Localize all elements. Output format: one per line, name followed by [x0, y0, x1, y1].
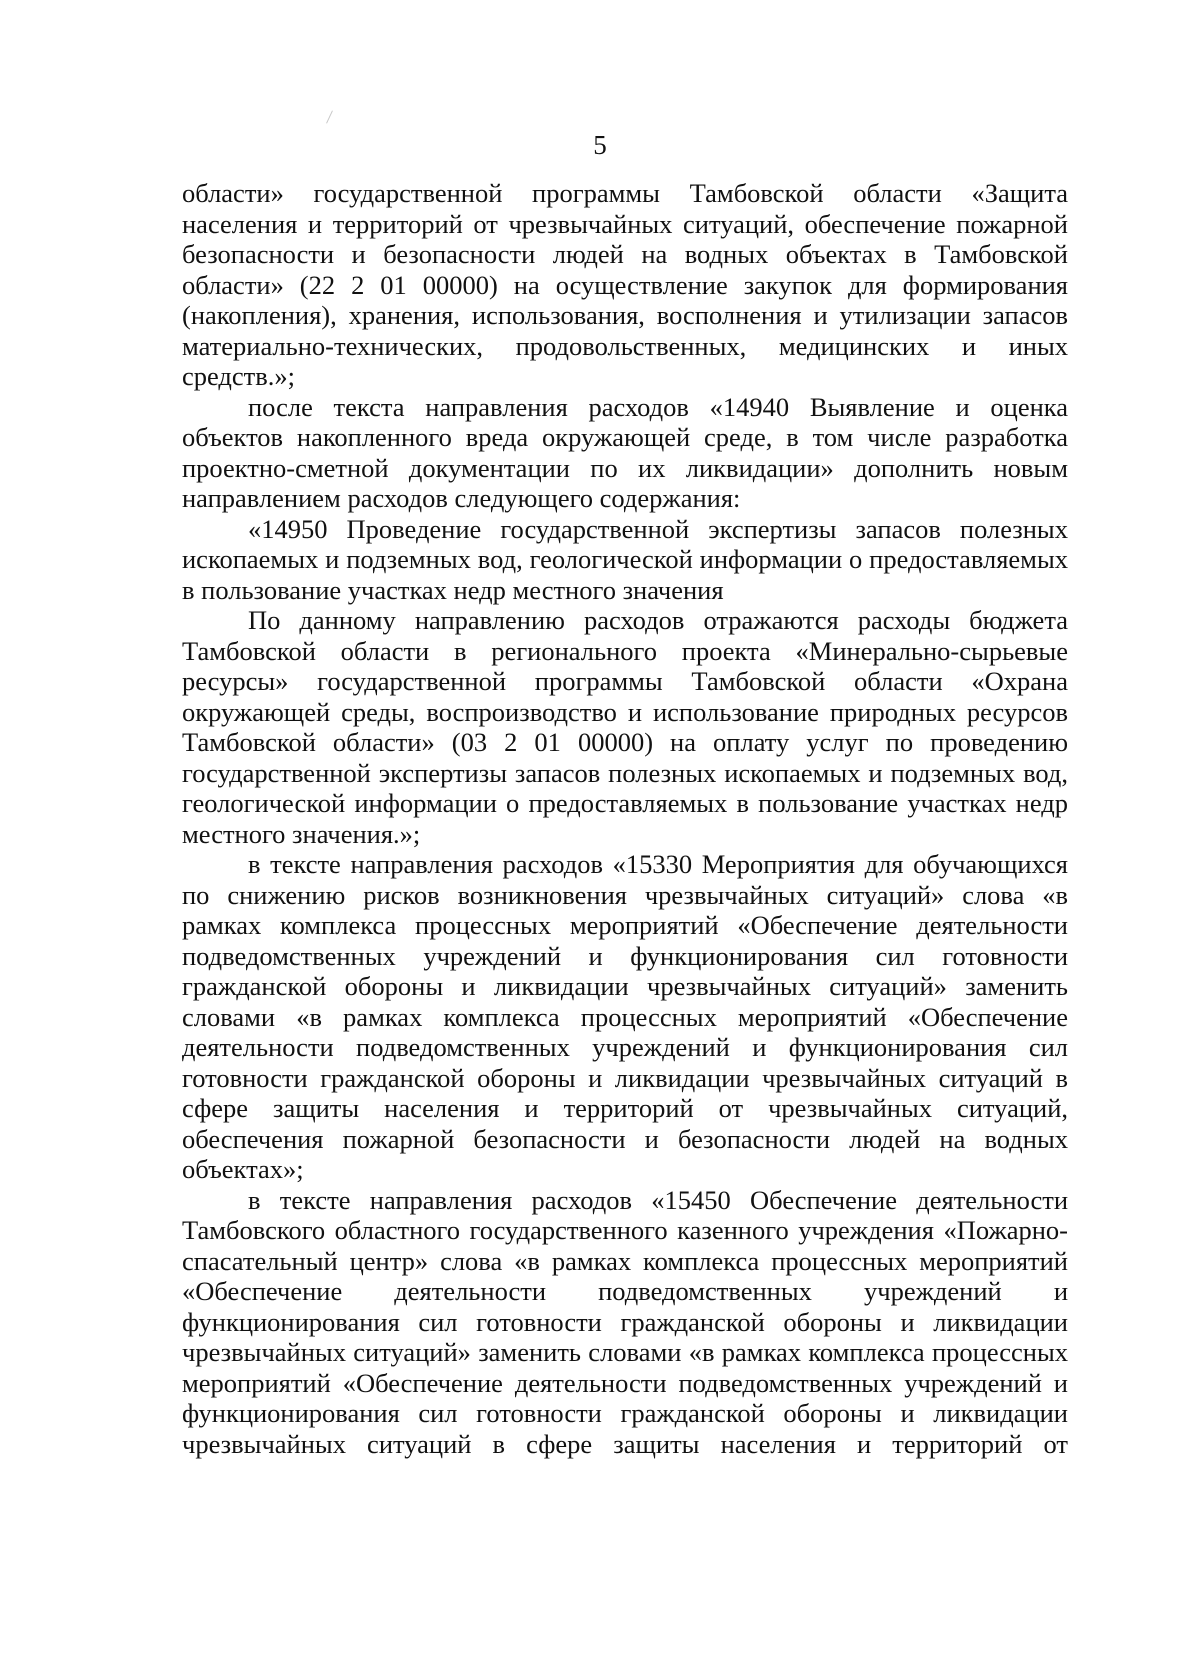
document-body — [182, 178, 1068, 1459]
paragraph-after-14940: после текста направления расходов «14940 Выявление и оценка объектов накопленного вреда окружающей среде, в том числе разработка проектно-сметной документации по их ликвидации» дополнить новым направлением расходов следующего содержания: — [182, 391, 1068, 513]
page-number: 5 — [593, 130, 607, 160]
paragraph-14950-description: По данному направлению расходов отражаются расходы бюджета Тамбовской области в регионального проекта «Минерально-сырьевые ресурсы» государственной программы Тамбовской области «Охрана окружающей среды, воспроизводство и использование природных ресурсов Тамбовской области» (03 2 01 00000) на оплату услуг по проведению государственной экспертизы запасов полезных ископаемых и подземных вод, геологической информации о предоставляемых в пользование участках недр местного значения.»; — [182, 605, 1068, 849]
scan-artifact — [326, 110, 333, 123]
paragraph-15330: в тексте направления расходов «15330 Мероприятия для обучающихся по снижению рисков возникновения чрезвычайных ситуаций» слова «в рамках комплекса процессных мероприятий «Обеспечение деятельности подведомственных учреждений и функционирования сил готовности гражданской обороны и ликвидации чрезвычайных ситуаций» заменить словами «в рамках комплекса процессных мероприятий «Обеспечение деятельности подведомственных учреждений и функционирования сил готовности гражданской обороны и ликвидации чрезвычайных ситуаций в сфере защиты населения и территорий от чрезвычайных ситуаций, обеспечения пожарной безопасности и безопасности людей на водных объектах»; — [182, 849, 1068, 1184]
paragraph-14950-title: «14950 Проведение государственной экспертизы запасов полезных ископаемых и подземных вод, геологической информации о предоставляемых в пользование участках недр местного значения — [182, 513, 1068, 605]
paragraph-15450: в тексте направления расходов «15450 Обеспечение деятельности Тамбовского областного государственного казенного учреждения «Пожарно-спасательный центр» слова «в рамках комплекса процессных мероприятий «Обеспечение деятельности подведомственных учреждений и функционирования сил готовности гражданской обороны и ликвидации чрезвычайных ситуаций» заменить словами «в рамках комплекса процессных мероприятий «Обеспечение деятельности подведомственных учреждений и функционирования сил готовности гражданской обороны и ликвидации чрезвычайных ситуаций в сфере защиты населения и территорий от — [182, 1184, 1068, 1459]
paragraph-programme-end: области» государственной программы Тамбовской области «Защита населения и территорий от чрезвычайных ситуаций, обеспечение пожарной безопасности и безопасности людей на водных объектах в Тамбовской области» (22 2 01 00000) на осуществление закупок для формирования (накопления), хранения, использования, восполнения и утилизации запасов материально-технических, продовольственных, медицинских и иных средств.»; — [182, 178, 1068, 391]
